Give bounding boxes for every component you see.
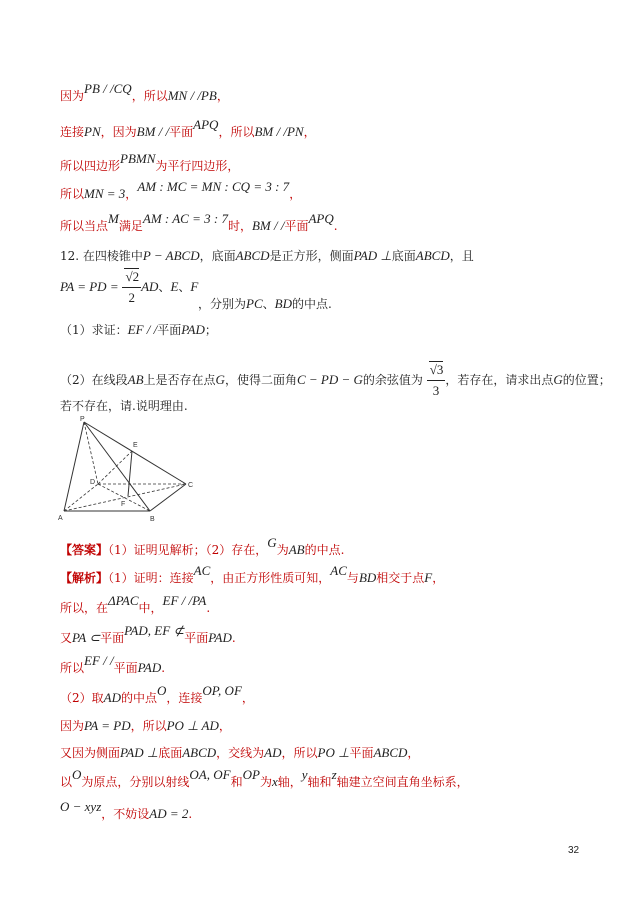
line-11: [60, 398, 188, 414]
text: ，分别为: [198, 297, 247, 311]
text: 连接: [60, 125, 85, 139]
text: 轴建立空间直角坐标系，: [336, 775, 469, 789]
math: PBMN: [120, 151, 156, 166]
math: AD: [103, 690, 121, 705]
fraction: [427, 360, 446, 401]
edge-PC: [84, 422, 186, 484]
text: 12. 在四棱锥中: [60, 249, 143, 263]
math: OP: [242, 767, 260, 782]
text: 以: [60, 775, 73, 789]
line-15: [60, 623, 236, 646]
line-17: [60, 683, 254, 706]
line-14: [60, 593, 211, 616]
text: ，若存在，请求出点: [445, 373, 554, 387]
math: ABCD: [182, 745, 217, 760]
text: 平面: [100, 631, 125, 645]
math: ABCD: [415, 248, 450, 263]
math: MN / /PB: [167, 88, 217, 103]
label-C: C: [188, 482, 194, 489]
text: （1）证明：连接: [108, 571, 194, 585]
page-number: 32: [568, 845, 580, 856]
text: 和: [230, 775, 243, 789]
label-P: P: [80, 416, 85, 423]
text: 上是否存在点: [143, 373, 216, 387]
math: C − PD − G: [296, 372, 363, 387]
text: 平面: [349, 746, 374, 760]
text: ，且: [449, 249, 474, 263]
math: z: [331, 767, 337, 782]
text: 、: [158, 280, 171, 294]
text: ，: [432, 571, 445, 585]
analysis-tag: 【解析】: [60, 571, 109, 585]
math: ABCD: [373, 745, 408, 760]
math: APQ: [193, 117, 219, 132]
text: 为: [276, 543, 289, 557]
text: 时，: [227, 219, 252, 233]
line-2: [60, 117, 316, 140]
text: 所以: [60, 187, 85, 201]
math: M: [108, 211, 119, 226]
text: ，因为: [100, 125, 137, 139]
math: BD: [274, 296, 292, 311]
text: ，由正方形性质可知，: [210, 571, 331, 585]
label-E: E: [133, 442, 138, 449]
line-9: [60, 322, 217, 338]
text: ，所以: [131, 89, 168, 103]
text: 的余弦值为: [362, 373, 423, 387]
math: y: [301, 767, 308, 782]
line-6: [60, 248, 474, 264]
text: （1）证明见解析；（2）存在，: [108, 543, 268, 557]
text: ，连接: [166, 691, 203, 705]
math: PA ⊂: [72, 630, 101, 645]
text: 底面: [391, 249, 416, 263]
math: PA = PD: [84, 718, 131, 733]
math: AM : AC = 3 : 7: [142, 211, 228, 226]
math: AB: [288, 542, 305, 557]
math: PAD ⊥: [120, 745, 159, 760]
line-1: [60, 81, 229, 104]
text: .: [206, 601, 211, 615]
math: AM : MC = MN : CQ = 3 : 7: [137, 179, 290, 194]
text: 中，: [138, 601, 163, 615]
fraction-denominator: 3: [432, 383, 440, 398]
text: 为原点，分别以射线: [81, 775, 190, 789]
line-19: [60, 745, 419, 761]
text: 为平行四边形，: [155, 159, 240, 173]
math: EF / /PA: [162, 593, 207, 608]
line-10: [60, 360, 611, 401]
line-4: [60, 179, 302, 202]
text: 又: [60, 631, 73, 645]
pyramid-figure: [58, 414, 198, 526]
text: ，不妨设: [101, 807, 150, 821]
math: PA = PD =: [60, 279, 119, 294]
line-8: [198, 296, 332, 312]
text: 因为: [60, 89, 85, 103]
text: （1）求证：: [60, 323, 128, 337]
math: EF / /: [84, 653, 114, 668]
line-3: [60, 151, 240, 174]
line-12-answer: [60, 535, 345, 558]
text: ，: [216, 89, 229, 103]
math: F: [424, 570, 433, 585]
math: BM / /: [251, 218, 285, 233]
math: APQ: [308, 211, 334, 226]
text: ，交线为: [216, 746, 265, 760]
line-13-analysis: [60, 563, 445, 586]
text: 若不存在，请.说明理由.: [60, 399, 188, 413]
math: O − xyz: [60, 799, 102, 814]
math: G: [267, 535, 277, 550]
text: ，所以: [281, 746, 318, 760]
text: 轴，: [277, 775, 302, 789]
text: .: [161, 661, 166, 675]
math: BM / /PN: [254, 124, 304, 139]
text: 的中点.: [292, 297, 332, 311]
math: AD: [141, 279, 159, 294]
text: ，: [125, 187, 138, 201]
text: （2）在线段: [60, 373, 128, 387]
math: AD = 2: [149, 806, 189, 821]
math: OA, OF: [189, 767, 231, 782]
fraction-numerator: √2: [125, 269, 140, 284]
text: ，使得二面角: [224, 373, 297, 387]
math: PC: [246, 296, 263, 311]
fraction-numerator: √3: [429, 362, 444, 377]
math: PO ⊥: [317, 745, 350, 760]
math: PN: [84, 124, 101, 139]
text: 又因为侧面: [60, 746, 121, 760]
math: OP, OF: [202, 683, 242, 698]
math: P − ABCD: [142, 248, 200, 263]
line-7: [60, 267, 198, 308]
text: 平面: [284, 219, 309, 233]
text: 的中点.: [304, 543, 345, 557]
text: ，: [303, 125, 316, 139]
text: ，: [241, 691, 254, 705]
fraction-denominator: 2: [128, 290, 135, 305]
text: 所以当点: [60, 219, 109, 233]
math: x: [271, 774, 278, 789]
text: 为: [259, 775, 272, 789]
text: 所以，在: [60, 601, 109, 615]
math: PAD: [208, 630, 232, 645]
text: 所以: [60, 661, 85, 675]
text: 因为: [60, 719, 85, 733]
text: 、: [178, 280, 191, 294]
text: 平面: [184, 631, 209, 645]
line-20: [60, 767, 469, 790]
label-B: B: [150, 516, 155, 523]
fraction: [122, 267, 141, 308]
math: PAD: [137, 660, 162, 675]
math: G: [553, 372, 563, 387]
text: 的中点: [120, 691, 157, 705]
text: .: [333, 219, 338, 233]
math: E: [170, 279, 179, 294]
text: 相交于点: [376, 571, 425, 585]
text: ，底面: [199, 249, 236, 263]
math: PO ⊥ AD: [166, 718, 219, 733]
math: F: [190, 279, 199, 294]
answer-tag: 【答案】: [60, 543, 109, 557]
line-5: [60, 211, 338, 234]
math: AD: [264, 745, 282, 760]
math: PB / /CQ: [84, 81, 132, 96]
math: BD: [358, 570, 377, 585]
text: 平面: [157, 323, 182, 337]
math: MN = 3: [84, 186, 126, 201]
text: ，: [218, 719, 231, 733]
label-F: F: [121, 501, 126, 508]
line-18: [60, 718, 231, 734]
segment-EF: [128, 451, 132, 496]
math: O: [157, 683, 167, 698]
text: 的位置；: [562, 373, 611, 387]
line-21: [60, 799, 193, 822]
text: ，所以: [130, 719, 167, 733]
text: 是正方形，侧面: [269, 249, 354, 263]
label-A: A: [58, 515, 63, 522]
math: ABCD: [235, 248, 270, 263]
text: .: [231, 631, 236, 645]
math: EF / /: [127, 322, 158, 337]
text: 平面: [169, 125, 194, 139]
text: ，: [407, 746, 420, 760]
text: 底面: [158, 746, 183, 760]
text: 所以四边形: [60, 159, 121, 173]
math: AC: [330, 563, 347, 578]
math: BM / /: [136, 124, 170, 139]
text: 、: [262, 297, 275, 311]
label-D: D: [90, 479, 96, 486]
math: AC: [193, 563, 211, 578]
math: G: [215, 372, 225, 387]
text: 满足: [118, 219, 143, 233]
text: 与: [346, 571, 359, 585]
math: O: [72, 767, 82, 782]
text: ，: [289, 187, 302, 201]
math: PAD, EF ⊄: [124, 623, 185, 638]
text: 平面: [113, 661, 138, 675]
text: ；: [204, 323, 217, 337]
math: PAD: [181, 322, 205, 337]
text: .: [188, 807, 193, 821]
line-16: [60, 653, 166, 676]
text: 轴和: [307, 775, 332, 789]
math: PAD ⊥: [353, 248, 392, 263]
math: ΔPAC: [108, 593, 139, 608]
text: ，所以: [218, 125, 255, 139]
math: AB: [127, 372, 144, 387]
text: （2）取: [60, 691, 104, 705]
